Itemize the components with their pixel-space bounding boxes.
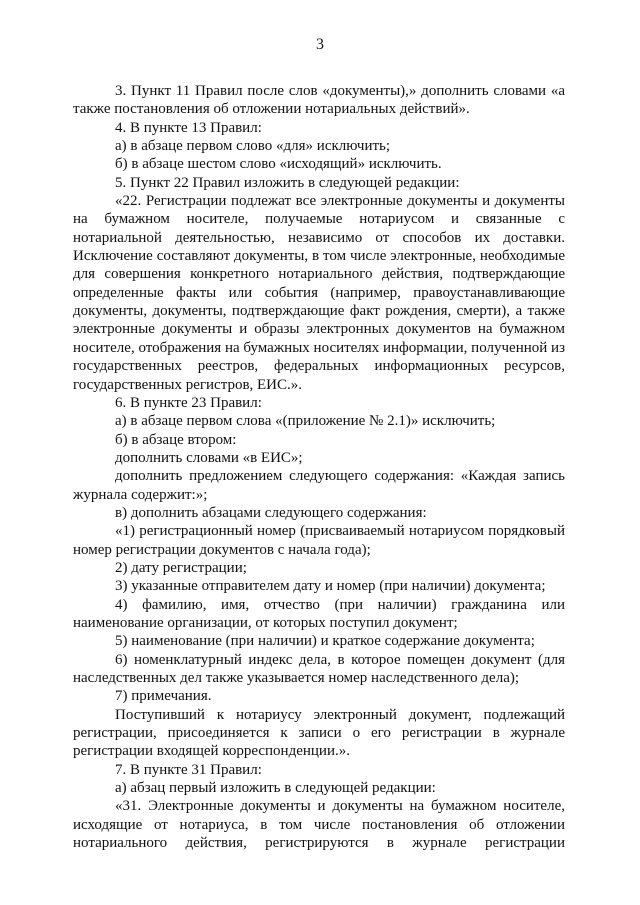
paragraph: б) в абзаце втором: (115, 431, 237, 448)
paragraph: а) в абзаце первом слова «(приложение № 2.1)» исключить; (115, 413, 496, 430)
paragraph: а) абзац первый изложить в следующей редакции: (115, 780, 436, 797)
paragraph: 7) примечания. (115, 688, 212, 705)
paragraph: 2) дату регистрации; (115, 559, 247, 576)
paragraph: 7. В пункте 31 Правил: (115, 761, 262, 778)
paragraph: 5) наименование (при наличии) и краткое содержание документа; (115, 633, 535, 650)
paragraph: Поступивший к нотариусу электронный документ, подлежащий регистрации, присоединяется к записи о его регистрации в журнале регистрации входящей корреспонденции.». (73, 706, 565, 760)
paragraph: 6. В пункте 23 Правил: (115, 394, 262, 411)
paragraph: 6) номенклатурный индекс дела, в которое помещен документ (для наследственных дел также указывается номер наследственного дела); (73, 651, 565, 686)
paragraph: 3. Пункт 11 Правил после слов «документы),» дополнить словами «а также постановления об отложении нотариальных действий». (73, 83, 565, 118)
paragraph: а) в абзаце первом слово «для» исключить; (115, 138, 391, 155)
paragraph: дополнить словами «в ЕИС»; (115, 449, 303, 466)
paragraph: дополнить предложением следующего содержания: «Каждая запись журнала содержит:»; (73, 468, 565, 503)
paragraph: б) в абзаце шестом слово «исходящий» исключить. (115, 156, 442, 173)
paragraph: 5. Пункт 22 Правил изложить в следующей редакции: (115, 174, 460, 191)
paragraph: 3) указанные отправителем дату и номер (при наличии) документа; (115, 578, 546, 595)
paragraph: «1) регистрационный номер (присваиваемый нотариусом порядковый номер регистрации документов с начала года); (73, 523, 565, 558)
paragraph: в) дополнить абзацами следующего содержания: (115, 504, 427, 521)
paragraph: «22. Регистрации подлежат все электронные документы и документы на бумажном носителе, получаемые нотариусом и связанные с нотариальной деятельностью, независимо от способов их доставки. Исключение составляют документы, в том числе электронные, необходимые для совершения конкретного нотариального действия, подтверждающие определенные факты или события (например, правоустанавливающие документы, документы, подтверждающие факт рождения, смерти), а также электронные документы и образы электронных документов на бумажном носителе, отображения на бумажных носителях информации, полученной из государственных реестров, федеральных информационных ресурсов, государственных регистров, ЕИС.». (73, 193, 565, 393)
paragraph: «31. Электронные документы и документы на бумажном носителе, исходящие от нотариуса, в том числе постановления об отложении нотариального действия, регистрируются в журнале регистрации (73, 798, 565, 852)
paragraph: 4) фамилию, имя, отчество (при наличии) гражданина или наименование организации, от которых поступил документ; (73, 596, 565, 631)
paragraph: 4. В пункте 13 Правил: (115, 119, 262, 136)
document-body (73, 82, 565, 852)
page-number: 3 (316, 36, 324, 53)
